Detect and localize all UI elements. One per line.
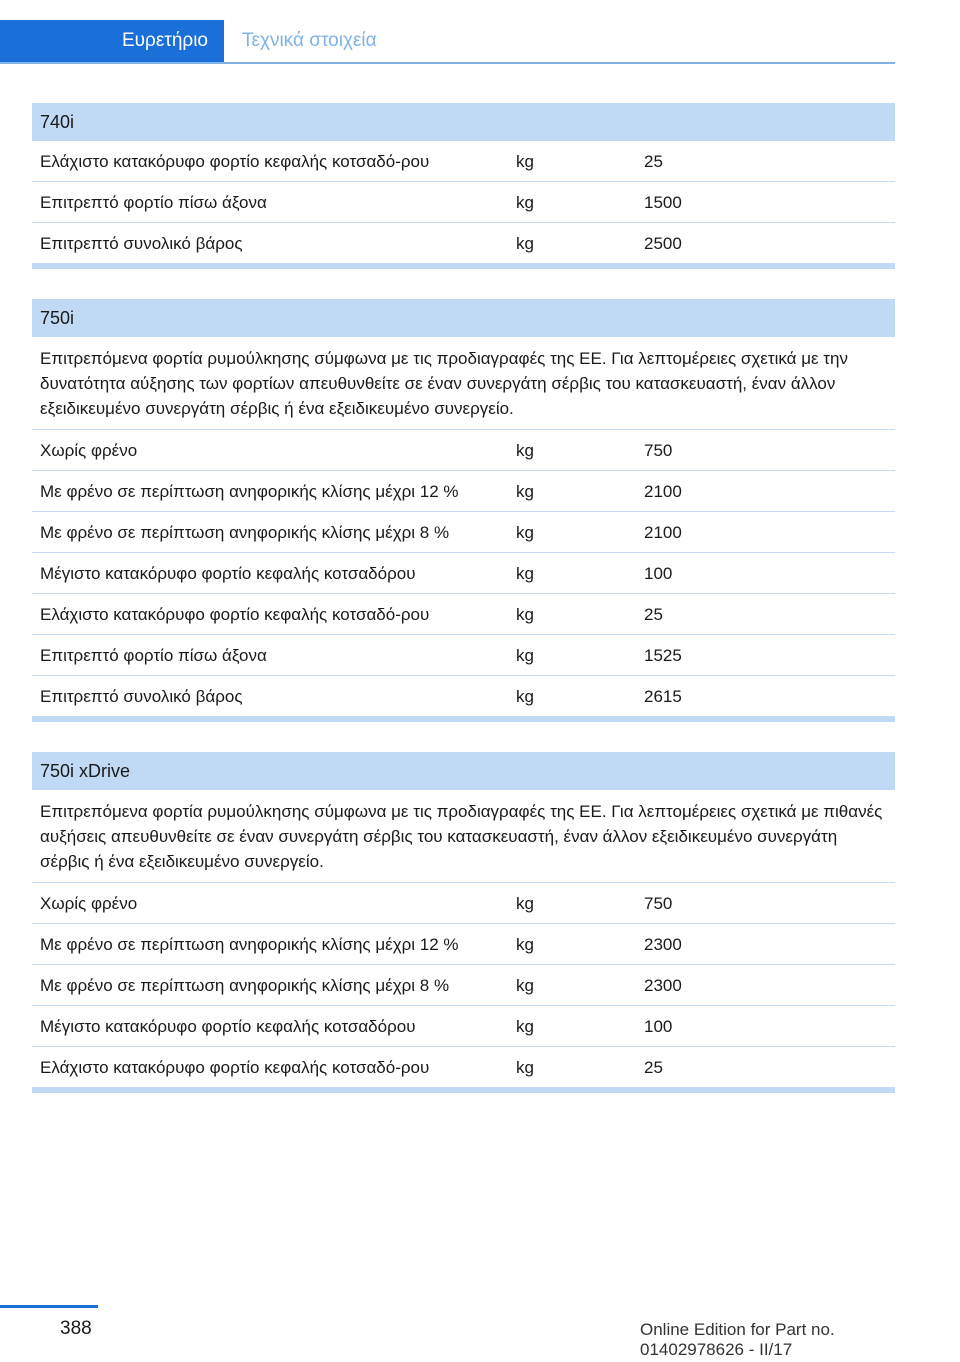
row-label: Επιτρεπτό φορτίο πίσω άξονα	[40, 646, 267, 665]
section-note: Επιτρεπόμενα φορτία ρυμούλκησης σύμφωνα με τις προδιαγραφές της ΕΕ. Για λεπτομέρειες σχετικά με την δυνατότητα αύξησης των φορτίων απευθυνθείτε σε έναν συνεργάτη σέρβις του κατασκευαστή, έναν άλλον εξειδικευμένο συνεργάτη σέρβις ή ένα εξειδικευμένο συνεργείο.	[32, 337, 895, 430]
row-label: Με φρένο σε περίπτωση ανηφορικής κλίσης μέχρι 8 %	[40, 976, 450, 995]
row-unit: kg	[516, 1058, 534, 1077]
edition-text: Online Edition for Part no. 01402978626 - II/17	[640, 1320, 835, 1359]
section-title: 740i	[32, 103, 895, 141]
row-label: Χωρίς φρένο	[40, 894, 138, 913]
section-title: 750i xDrive	[32, 752, 895, 790]
row-label: Ελάχιστο κατακόρυφο φορτίο κεφαλής κοτσαδό-ρου	[40, 605, 430, 624]
section-divider	[32, 717, 895, 722]
section-740i	[32, 103, 895, 269]
table-row	[32, 182, 895, 223]
row-value: 2300	[644, 976, 682, 995]
row-label: Με φρένο σε περίπτωση ανηφορικής κλίσης μέχρι 12 %	[40, 935, 459, 954]
row-unit: kg	[516, 523, 534, 542]
section-divider	[32, 264, 895, 269]
row-value: 25	[644, 152, 663, 171]
table-row	[32, 965, 895, 1006]
row-unit: kg	[516, 441, 534, 460]
row-value: 750	[644, 441, 673, 460]
row-unit: kg	[516, 482, 534, 501]
row-label: Μέγιστο κατακόρυφο φορτίο κεφαλής κοτσαδόρου	[40, 1017, 416, 1036]
table-row	[32, 676, 895, 717]
section-750i	[32, 299, 895, 722]
row-label: Επιτρεπτό συνολικό βάρος	[40, 687, 243, 706]
row-value: 25	[644, 605, 663, 624]
row-value: 1525	[644, 646, 682, 665]
row-unit: kg	[516, 605, 534, 624]
row-label: Χωρίς φρένο	[40, 441, 138, 460]
row-unit: kg	[516, 687, 534, 706]
row-value: 100	[644, 564, 673, 583]
row-unit: kg	[516, 234, 534, 253]
row-label: Με φρένο σε περίπτωση ανηφορικής κλίσης μέχρι 8 %	[40, 523, 450, 542]
tab-technical-data[interactable]: Τεχνικά στοιχεία	[242, 30, 377, 51]
section-title: 750i	[32, 299, 895, 337]
table-row	[32, 883, 895, 924]
table-row	[32, 594, 895, 635]
row-value: 25	[644, 1058, 663, 1077]
table-row	[32, 223, 895, 264]
table-row	[32, 635, 895, 676]
row-unit: kg	[516, 894, 534, 913]
row-value: 2615	[644, 687, 682, 706]
tab-index[interactable]: Ευρετήριο	[0, 20, 224, 62]
section-750i-xdrive	[32, 752, 895, 1093]
table-row	[32, 1006, 895, 1047]
footer-rule	[0, 1305, 98, 1308]
row-unit: kg	[516, 564, 534, 583]
row-label: Με φρένο σε περίπτωση ανηφορικής κλίσης μέχρι 12 %	[40, 482, 459, 501]
section-note: Επιτρεπόμενα φορτία ρυμούλκησης σύμφωνα με τις προδιαγραφές της ΕΕ. Για λεπτομέρειες σχετικά με πιθανές αυξήσεις απευθυνθείτε σε έναν συνεργάτη σέρβις του κατασκευαστή, έναν άλλον εξειδικευμένο συνεργάτη σέρβις ή ένα εξειδικευμένο συνεργείο.	[32, 790, 895, 883]
row-label: Ελάχιστο κατακόρυφο φορτίο κεφαλής κοτσαδό-ρου	[40, 152, 430, 171]
row-value: 2100	[644, 482, 682, 501]
row-value: 2100	[644, 523, 682, 542]
row-label: Μέγιστο κατακόρυφο φορτίο κεφαλής κοτσαδόρου	[40, 564, 416, 583]
table-row	[32, 141, 895, 182]
row-unit: kg	[516, 1017, 534, 1036]
table-row	[32, 512, 895, 553]
spec-tables	[32, 103, 895, 1123]
row-label: Ελάχιστο κατακόρυφο φορτίο κεφαλής κοτσαδό-ρου	[40, 1058, 430, 1077]
row-value: 2500	[644, 234, 682, 253]
row-label: Επιτρεπτό φορτίο πίσω άξονα	[40, 193, 267, 212]
row-value: 100	[644, 1017, 673, 1036]
row-unit: kg	[516, 935, 534, 954]
table-row	[32, 471, 895, 512]
table-row	[32, 924, 895, 965]
row-label: Επιτρεπτό συνολικό βάρος	[40, 234, 243, 253]
row-value: 1500	[644, 193, 682, 212]
row-value: 2300	[644, 935, 682, 954]
section-divider	[32, 1088, 895, 1093]
table-row	[32, 553, 895, 594]
page-number: 388	[60, 1318, 92, 1339]
table-row	[32, 430, 895, 471]
row-unit: kg	[516, 976, 534, 995]
header-bar	[0, 0, 895, 64]
row-unit: kg	[516, 193, 534, 212]
table-row	[32, 1047, 895, 1088]
row-value: 750	[644, 894, 673, 913]
row-unit: kg	[516, 646, 534, 665]
row-unit: kg	[516, 152, 534, 171]
